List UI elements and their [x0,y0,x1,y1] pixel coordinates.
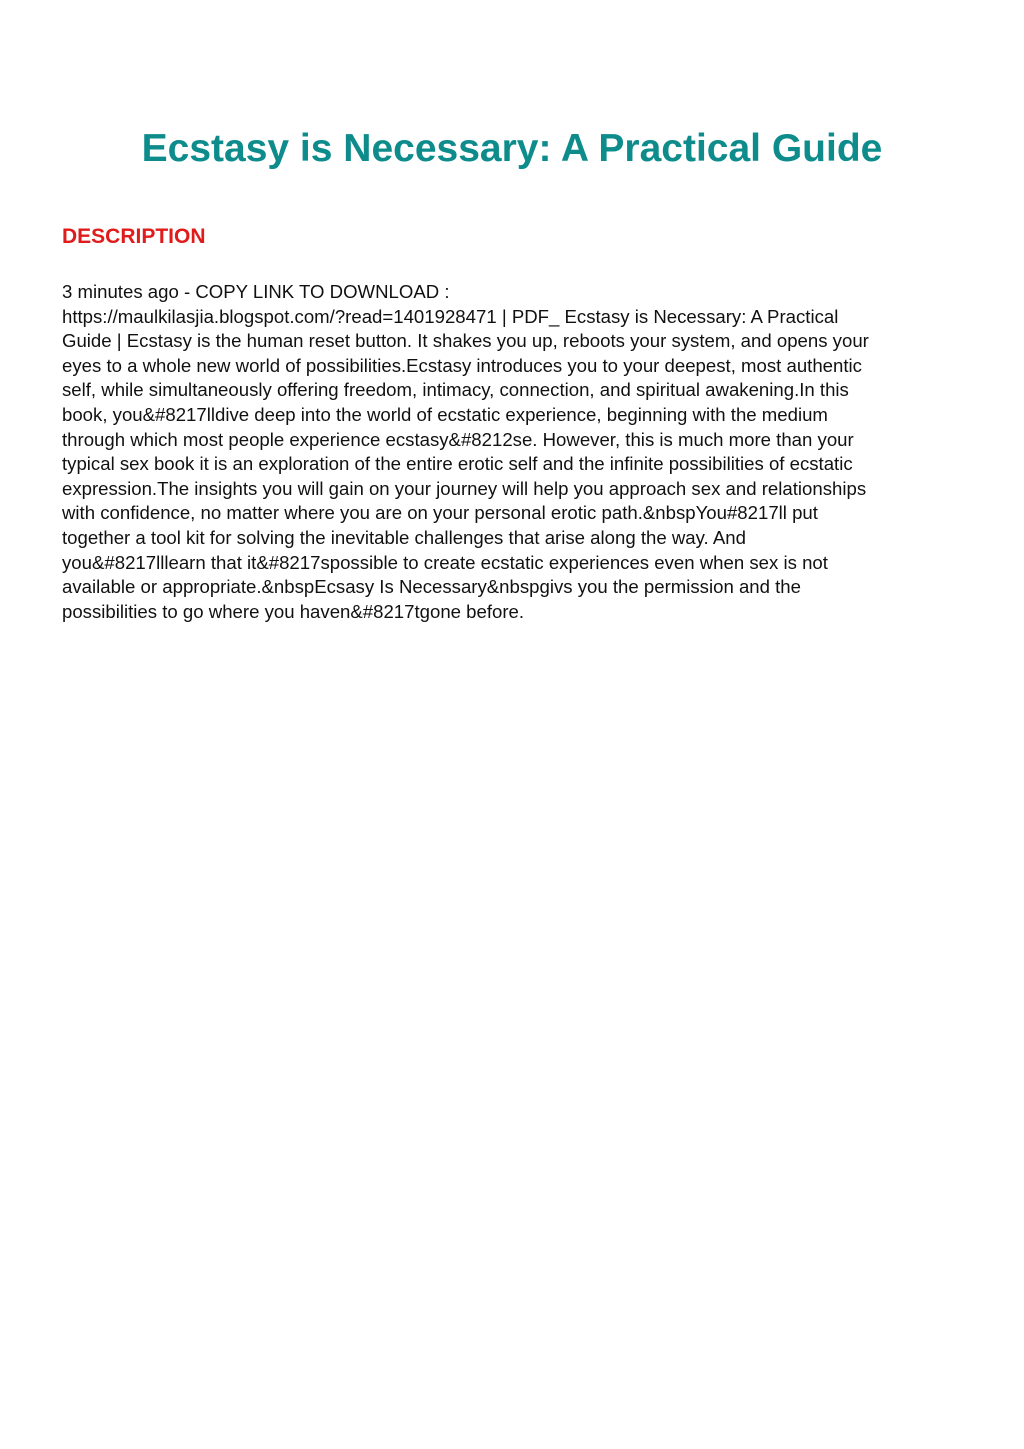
description-line: available or appropriate.&nbspEcsasy Is Necessary&nbspgivs you the permission and the [62,576,801,598]
description-line: expression.The insights you will gain on your journey will help you approach sex and relationships [62,477,867,499]
description-line: you&#8217lllearn that it&#8217spossible to create ecstatic experiences even when sex is not [62,551,828,573]
description-line: Guide | Ecstasy is the human reset button. It shakes you up, reboots your system, and opens your [62,330,869,352]
description-body [62,280,972,624]
description-line: 3 minutes ago - COPY LINK TO DOWNLOAD : [62,281,450,302]
description-line: book, you&#8217lldive deep into the world of ecstatic experience, beginning with the medium [62,403,828,425]
description-line: possibilities to go where you haven&#8217tgone before. [62,600,525,622]
description-line: with confidence, no matter where you are on your personal erotic path.&nbspYou#8217ll put [62,502,818,524]
description-line: typical sex book it is an exploration of the entire erotic self and the infinite possibilities of ecstatic [62,453,853,475]
description-line: eyes to a whole new world of possibilities.Ecstasy introduces you to your deepest, most authentic [62,354,862,376]
description-line: https://maulkilasjia.blogspot.com/?read=1401928471 | PDF_ Ecstasy is Necessary: A Practical [62,305,839,327]
description-heading: DESCRIPTION [62,225,206,248]
description-line: through which most people experience ecstasy&#8212se. However, this is much more than your [62,428,854,450]
description-line: self, while simultaneously offering freedom, intimacy, connection, and spiritual awakening.In this [62,379,849,401]
document-title: Ecstasy is Necessary: A Practical Guide [141,127,883,170]
description-line: together a tool kit for solving the inevitable challenges that arise along the way. And [62,526,746,548]
